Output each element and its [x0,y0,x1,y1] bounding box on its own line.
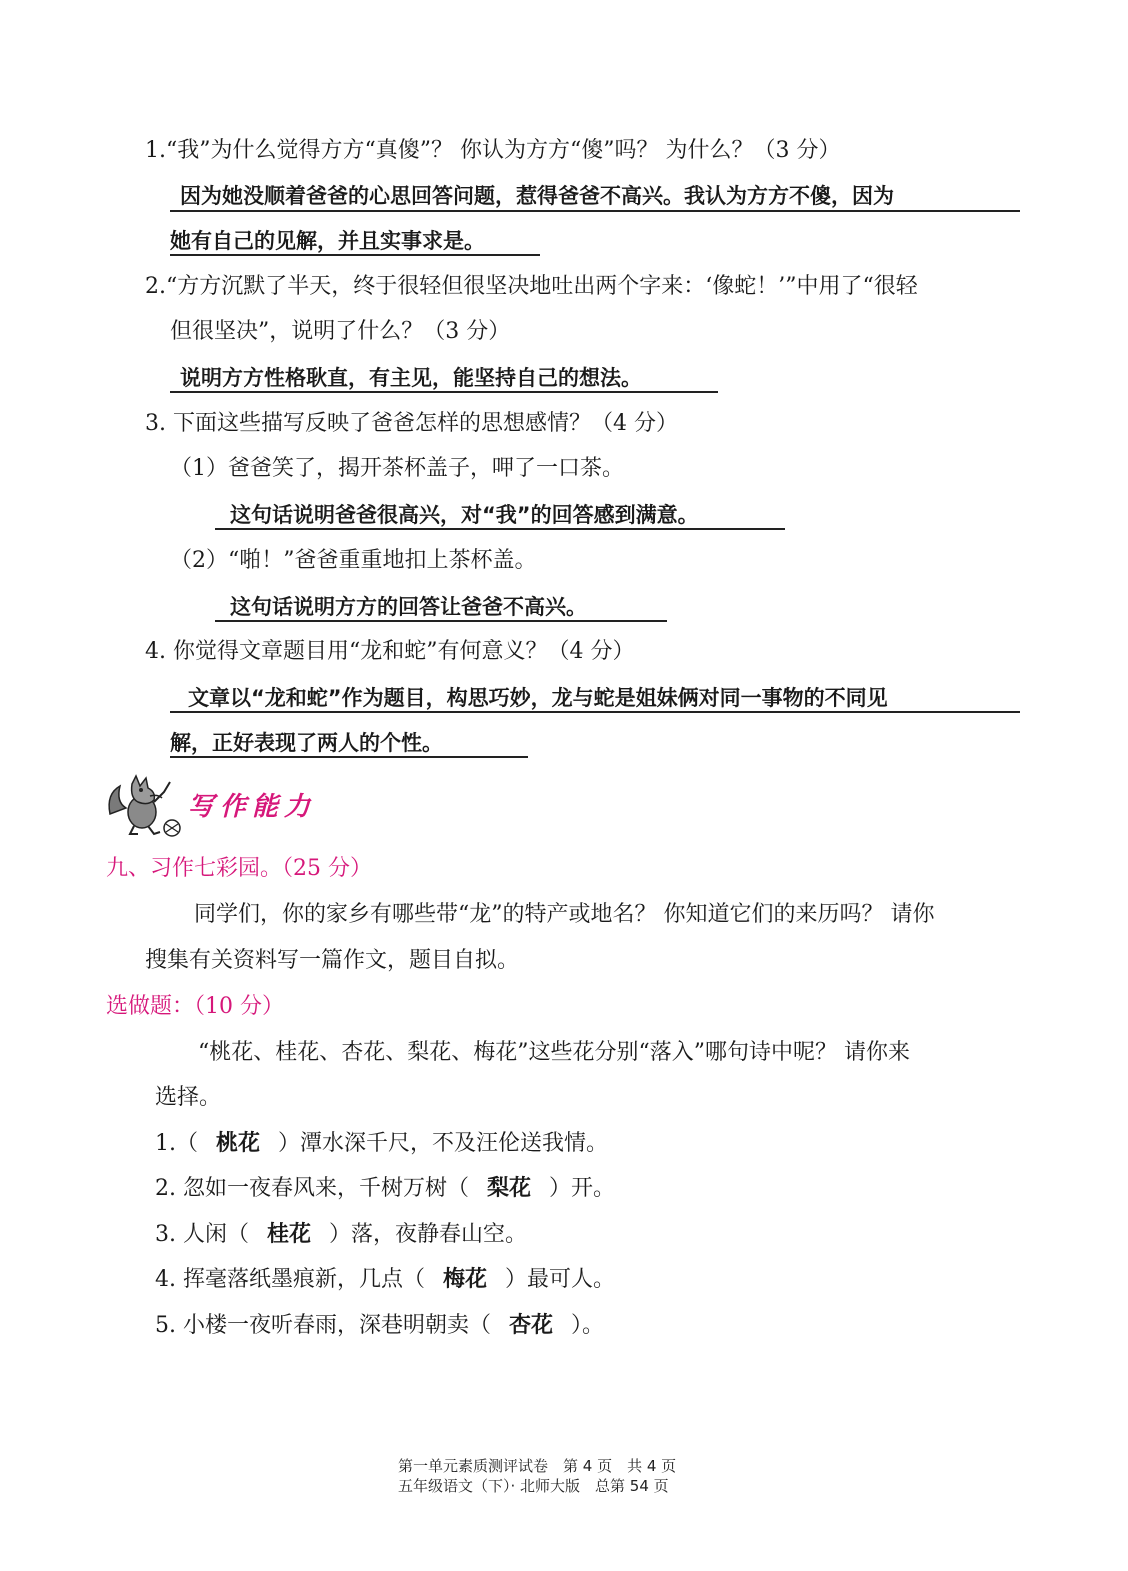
answer-3-sub-2: 这句话说明方方的回答让爸爸不高兴。 [230,595,587,619]
optional-item: 1.（ 桃花 ）潭水深千尺，不及汪伦送我情。 [155,1131,609,1156]
optional-item: 5. 小楼一夜听春雨，深巷明朝卖（ 杏花 ）。 [155,1313,605,1338]
wolf-mascot-icon [104,772,186,838]
blank-answer: 梅花 [442,1267,487,1292]
question-9-heading: 九、习作七彩园。（25 分） [106,856,372,881]
optional-intro-line-1: “桃花、桂花、杏花、梨花、梅花”这些花分别“落入”哪句诗中呢？ 请你来 [198,1040,910,1065]
answer-underline [170,711,1020,713]
answer-underline [215,528,785,530]
optional-heading: 选做题：（10 分） [106,994,284,1019]
question-9-para-line-1: 同学们，你的家乡有哪些带“龙”的特产或地名？ 你知道它们的来历吗？ 请你 [194,902,935,927]
answer-4-line-1: 文章以“龙和蛇”作为题目，构思巧妙，龙与蛇是姐妹俩对同一事物的不同见 [188,686,888,710]
section-title-writing: 写作能力 [188,792,317,822]
question-3-sub-1: （1）爸爸笑了，揭开茶杯盖子，呷了一口茶。 [170,456,624,481]
optional-item: 3. 人闲（ 桂花 ）落，夜静春山空。 [155,1222,528,1247]
blank-answer: 桃花 [216,1131,261,1156]
answer-underline [215,620,667,622]
optional-item: 4. 挥毫落纸墨痕新，几点（ 梅花 ）最可人。 [155,1267,616,1292]
footer-line-1: 第一单元素质测评试卷 第 4 页 共 4 页 [398,1457,677,1475]
optional-intro-line-2: 选择。 [155,1085,222,1110]
answer-1-line-1: 因为她没顺着爸爸的心思回答问题，惹得爸爸不高兴。我认为方方不傻，因为 [180,184,894,208]
blank-answer: 桂花 [266,1222,311,1247]
answer-4-line-2: 解，正好表现了两人的个性。 [170,731,443,755]
question-3: 3. 下面这些描写反映了爸爸怎样的思想感情？（4 分） [145,411,678,436]
answer-2: 说明方方性格耿直，有主见，能坚持自己的想法。 [180,366,642,390]
blank-answer: 梨花 [486,1176,531,1201]
answer-1-line-2: 她有自己的见解，并且实事求是。 [170,229,485,253]
question-1: 1.“我”为什么觉得方方“真傻”？ 你认为方方“傻”吗？ 为什么？（3 分） [145,138,841,163]
answer-underline [170,391,718,393]
answer-underline [170,254,540,256]
question-3-sub-2: （2）“啪！”爸爸重重地扣上茶杯盖。 [170,548,537,573]
blank-answer: 杏花 [509,1313,554,1338]
question-9-para-line-2: 搜集有关资料写一篇作文，题目自拟。 [145,948,520,973]
question-4: 4. 你觉得文章题目用“龙和蛇”有何意义？（4 分） [145,639,635,664]
answer-3-sub-1: 这句话说明爸爸很高兴，对“我”的回答感到满意。 [230,503,699,527]
footer-line-2: 五年级语文（下）· 北师大版 总第 54 页 [398,1477,669,1495]
question-2-line-2: 但很坚决”，说明了什么？（3 分） [170,319,511,344]
optional-item: 2. 忽如一夜春风来，千树万树（ 梨花 ）开。 [155,1176,616,1201]
question-2-line-1: 2.“方方沉默了半天，终于很轻但很坚决地吐出两个字来：‘像蛇！’”中用了“很轻 [145,274,918,299]
answer-underline [170,210,1020,212]
answer-underline [170,756,528,758]
